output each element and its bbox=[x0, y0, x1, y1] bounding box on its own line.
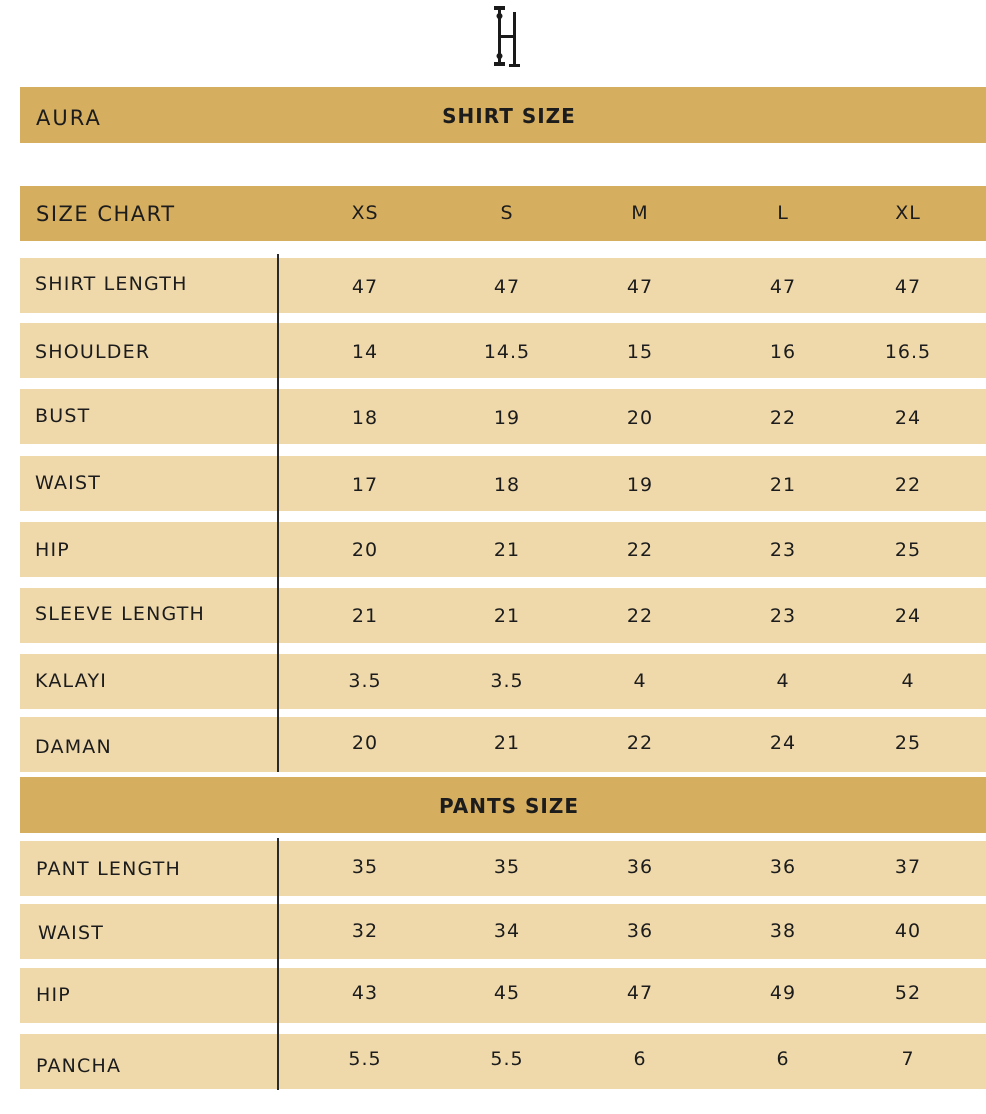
cell-value: 21 bbox=[493, 539, 521, 561]
cell-value: 47 bbox=[894, 276, 922, 298]
cell-value: 15 bbox=[626, 341, 654, 363]
row-label: SHIRT LENGTH bbox=[35, 273, 188, 295]
cell-value: 16.5 bbox=[884, 341, 932, 363]
cell-value: 37 bbox=[894, 856, 922, 878]
size-chart-label: SIZE CHART bbox=[36, 202, 176, 226]
cell-value: 52 bbox=[894, 982, 922, 1004]
cell-value: 35 bbox=[351, 856, 379, 878]
cell-value: 3.5 bbox=[348, 670, 382, 692]
size-header-l: L bbox=[777, 202, 789, 224]
cell-value: 23 bbox=[769, 605, 797, 627]
cell-value: 47 bbox=[351, 276, 379, 298]
row-label: DAMAN bbox=[35, 736, 112, 758]
column-divider bbox=[277, 838, 279, 1090]
cell-value: 22 bbox=[894, 474, 922, 496]
row-label: WAIST bbox=[38, 922, 105, 944]
cell-value: 36 bbox=[626, 920, 654, 942]
cell-value: 6 bbox=[633, 1048, 647, 1070]
cell-value: 19 bbox=[626, 474, 654, 496]
size-header-m: M bbox=[631, 202, 649, 224]
cell-value: 21 bbox=[769, 474, 797, 496]
cell-value: 35 bbox=[493, 856, 521, 878]
cell-value: 45 bbox=[493, 982, 521, 1004]
size-header-xs: XS bbox=[351, 202, 379, 224]
cell-value: 47 bbox=[626, 982, 654, 1004]
cell-value: 24 bbox=[894, 407, 922, 429]
brand-logo bbox=[488, 2, 528, 68]
cell-value: 47 bbox=[626, 276, 654, 298]
cell-value: 3.5 bbox=[490, 670, 524, 692]
row-label: SLEEVE LENGTH bbox=[35, 603, 206, 625]
cell-value: 21 bbox=[493, 732, 521, 754]
cell-value: 40 bbox=[894, 920, 922, 942]
cell-value: 25 bbox=[894, 732, 922, 754]
cell-value: 5.5 bbox=[490, 1048, 524, 1070]
cell-value: 5.5 bbox=[348, 1048, 382, 1070]
cell-value: 7 bbox=[901, 1048, 915, 1070]
cell-value: 16 bbox=[769, 341, 797, 363]
row-label: WAIST bbox=[35, 472, 102, 494]
row-label: SHOULDER bbox=[35, 341, 151, 363]
size-header-xl: XL bbox=[895, 202, 921, 224]
cell-value: 38 bbox=[769, 920, 797, 942]
row-label: PANCHA bbox=[36, 1055, 122, 1077]
row-label: HIP bbox=[36, 984, 71, 1006]
cell-value: 36 bbox=[769, 856, 797, 878]
cell-value: 43 bbox=[351, 982, 379, 1004]
cell-value: 20 bbox=[626, 407, 654, 429]
cell-value: 22 bbox=[769, 407, 797, 429]
pants-size-title: PANTS SIZE bbox=[438, 794, 580, 818]
row-label: PANT LENGTH bbox=[36, 858, 182, 880]
cell-value: 18 bbox=[351, 407, 379, 429]
cell-value: 22 bbox=[626, 732, 654, 754]
size-header-s: S bbox=[500, 202, 514, 224]
cell-value: 6 bbox=[776, 1048, 790, 1070]
cell-value: 25 bbox=[894, 539, 922, 561]
cell-value: 19 bbox=[493, 407, 521, 429]
cell-value: 24 bbox=[769, 732, 797, 754]
cell-value: 14.5 bbox=[483, 341, 531, 363]
cell-value: 17 bbox=[351, 474, 379, 496]
brand-name: AURA bbox=[36, 106, 102, 130]
cell-value: 32 bbox=[351, 920, 379, 942]
cell-value: 4 bbox=[901, 670, 915, 692]
shirt-size-title: SHIRT SIZE bbox=[442, 104, 576, 128]
cell-value: 24 bbox=[894, 605, 922, 627]
cell-value: 47 bbox=[769, 276, 797, 298]
cell-value: 4 bbox=[776, 670, 790, 692]
row-label: BUST bbox=[35, 405, 91, 427]
cell-value: 22 bbox=[626, 539, 654, 561]
cell-value: 21 bbox=[351, 605, 379, 627]
column-divider bbox=[277, 254, 279, 772]
cell-value: 14 bbox=[351, 341, 379, 363]
cell-value: 36 bbox=[626, 856, 654, 878]
row-label: KALAYI bbox=[35, 670, 108, 692]
cell-value: 18 bbox=[493, 474, 521, 496]
cell-value: 4 bbox=[633, 670, 647, 692]
cell-value: 34 bbox=[493, 920, 521, 942]
cell-value: 20 bbox=[351, 539, 379, 561]
row-label: HIP bbox=[35, 539, 70, 561]
cell-value: 47 bbox=[493, 276, 521, 298]
cell-value: 49 bbox=[769, 982, 797, 1004]
cell-value: 23 bbox=[769, 539, 797, 561]
cell-value: 21 bbox=[493, 605, 521, 627]
cell-value: 20 bbox=[351, 732, 379, 754]
cell-value: 22 bbox=[626, 605, 654, 627]
